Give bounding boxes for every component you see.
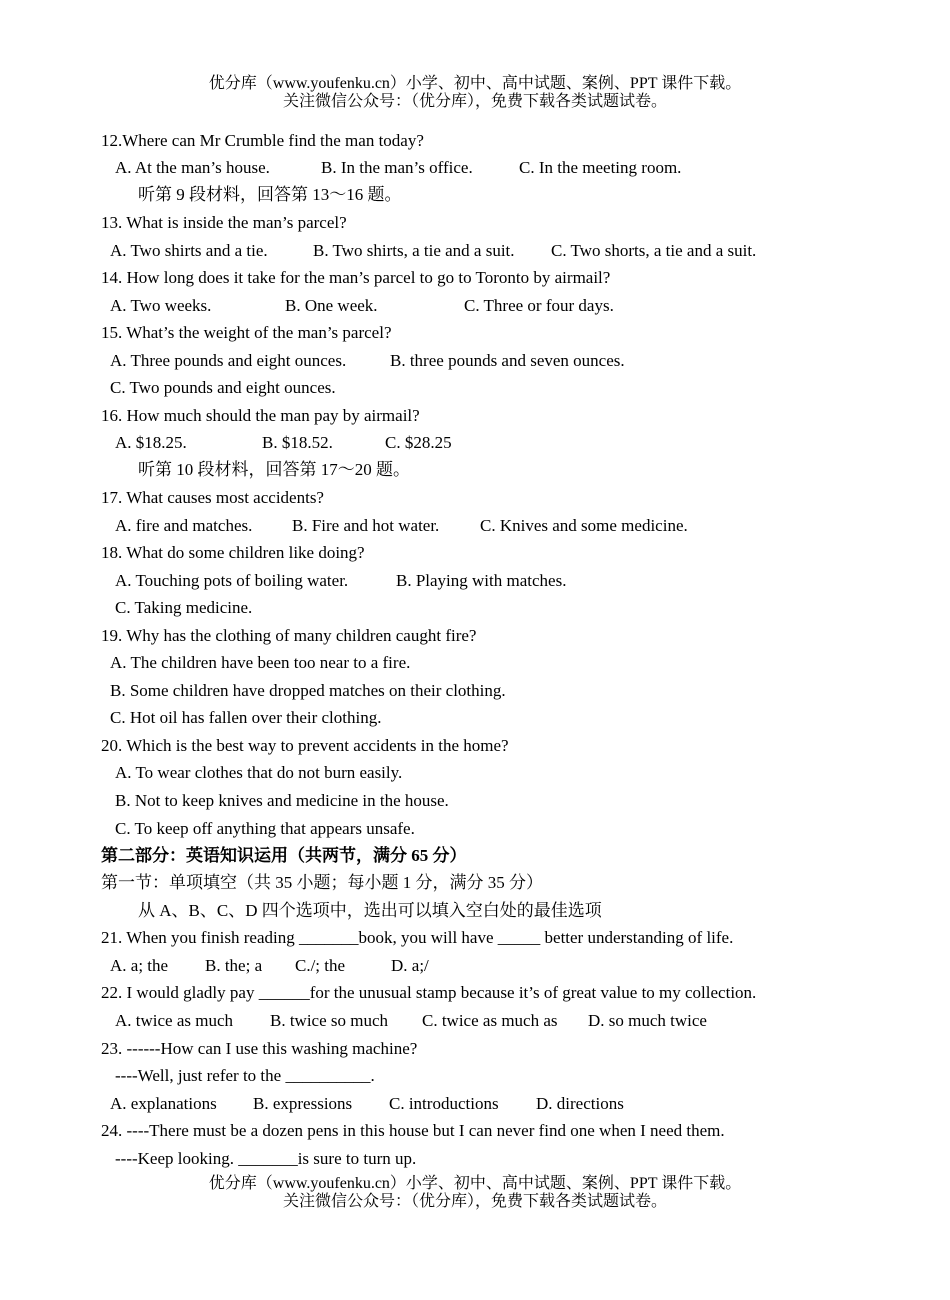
- question-17-options: [115, 516, 688, 536]
- q21-option-c: C./; the: [295, 956, 346, 975]
- q20-option-c: C. To keep off anything that appears unsafe.: [115, 819, 415, 838]
- page-header: [0, 75, 950, 111]
- header-line-1: 优分库（www.youfenku.cn）小学、初中、高中试题、案例、PPT 课件下载。: [208, 75, 742, 92]
- question-24-stem: 24. ----There must be a dozen pens in this house but I can never find one when I need them.: [101, 1121, 725, 1140]
- question-12-options: [115, 158, 681, 178]
- q12-option-c: C. In the meeting room.: [519, 158, 682, 177]
- question-21-stem: 21. When you finish reading _______book, you will have _____ better understanding of life.: [101, 928, 734, 947]
- q17-option-c: C. Knives and some medicine.: [480, 516, 688, 535]
- question-22-options: [115, 1011, 707, 1031]
- q19-option-c: C. Hot oil has fallen over their clothing.: [110, 708, 382, 727]
- question-15-options: [110, 351, 625, 371]
- q21-option-b: B. the; a: [205, 956, 263, 975]
- q18-option-a: A. Touching pots of boiling water.: [115, 571, 349, 590]
- q23-option-b: B. expressions: [253, 1094, 353, 1113]
- q17-option-a: A. fire and matches.: [115, 516, 253, 535]
- header-line-2: 关注微信公众号：（优分库），免费下载各类试题试卷。: [282, 93, 667, 110]
- q21-option-a: A. a; the: [110, 956, 169, 975]
- q15-option-c: C. Two pounds and eight ounces.: [110, 378, 336, 397]
- q18-option-b: B. Playing with matches.: [396, 571, 567, 590]
- q19-option-a: A. The children have been too near to a fire.: [110, 653, 411, 672]
- q15-option-b: B. three pounds and seven ounces.: [390, 351, 625, 370]
- question-16-stem: 16. How much should the man pay by airmail?: [101, 406, 420, 425]
- q23-reply: ----Well, just refer to the __________.: [115, 1066, 375, 1085]
- q13-option-a: A. Two shirts and a tie.: [110, 241, 268, 260]
- q14-option-a: A. Two weeks.: [110, 296, 212, 315]
- section-1-heading: 第一节：单项填空（共 35 小题；每小题 1 分，满分 35 分）: [101, 873, 543, 892]
- question-12-stem: 12.Where can Mr Crumble find the man today?: [101, 131, 424, 150]
- q16-option-b: B. $18.52.: [262, 433, 333, 452]
- q23-option-a: A. explanations: [110, 1094, 217, 1113]
- part-2-heading: 第二部分：英语知识运用（共两节，满分 65 分）: [101, 846, 467, 865]
- q16-option-a: A. $18.25.: [115, 433, 187, 452]
- section-1-instruction: 从 A、B、C、D 四个选项中，选出可以填入空白处的最佳选项: [138, 901, 602, 920]
- question-21-options: [110, 956, 429, 976]
- page-footer: [0, 1175, 950, 1211]
- question-14-options: [110, 296, 614, 316]
- q20-option-a: A. To wear clothes that do not burn easily.: [115, 763, 403, 782]
- question-16-options: [115, 433, 452, 453]
- question-23-options: [110, 1094, 624, 1114]
- question-23-stem: 23. ------How can I use this washing machine?: [101, 1039, 418, 1058]
- q18-option-c: C. Taking medicine.: [115, 598, 253, 617]
- q15-option-a: A. Three pounds and eight ounces.: [110, 351, 347, 370]
- question-13-options: [110, 241, 756, 261]
- footer-line-2: 关注微信公众号：（优分库），免费下载各类试题试卷。: [282, 1193, 667, 1210]
- q14-option-b: B. One week.: [285, 296, 378, 315]
- q14-option-c: C. Three or four days.: [464, 296, 614, 315]
- question-13-stem: 13. What is inside the man’s parcel?: [101, 213, 347, 232]
- question-14-stem: 14. How long does it take for the man’s parcel to go to Toronto by airmail?: [101, 268, 611, 287]
- q19-option-b: B. Some children have dropped matches on their clothing.: [110, 681, 506, 700]
- q13-option-c: C. Two shorts, a tie and a suit.: [551, 241, 757, 260]
- q21-option-d: D. a;/: [391, 956, 429, 975]
- q20-option-b: B. Not to keep knives and medicine in the house.: [115, 791, 449, 810]
- question-19-stem: 19. Why has the clothing of many children caught fire?: [101, 626, 477, 645]
- q12-option-a: A. At the man’s house.: [115, 158, 270, 177]
- q23-option-d: D. directions: [536, 1094, 624, 1113]
- question-20-stem: 20. Which is the best way to prevent accidents in the home?: [101, 736, 509, 755]
- q24-reply: ----Keep looking. _______is sure to turn up.: [115, 1149, 417, 1168]
- question-18-stem: 18. What do some children like doing?: [101, 543, 365, 562]
- footer-line-1: 优分库（www.youfenku.cn）小学、初中、高中试题、案例、PPT 课件下载。: [208, 1175, 742, 1192]
- q12-option-b: B. In the man’s office.: [321, 158, 473, 177]
- q22-option-a: A. twice as much: [115, 1011, 234, 1030]
- q23-option-c: C. introductions: [389, 1094, 499, 1113]
- q22-option-c: C. twice as much as: [422, 1011, 558, 1030]
- section-10-instruction: 听第 10 段材料，回答第 17～20 题。: [138, 460, 410, 479]
- q17-option-b: B. Fire and hot water.: [292, 516, 440, 535]
- q16-option-c: C. $28.25: [385, 433, 452, 452]
- question-18-options: [115, 571, 566, 591]
- section-9-instruction: 听第 9 段材料，回答第 13～16 题。: [138, 185, 402, 204]
- question-15-stem: 15. What’s the weight of the man’s parcel?: [101, 323, 392, 342]
- question-17-stem: 17. What causes most accidents?: [101, 488, 324, 507]
- q22-option-d: D. so much twice: [588, 1011, 707, 1030]
- question-22-stem: 22. I would gladly pay ______for the unusual stamp because it’s of great value to my collection.: [101, 983, 757, 1002]
- q13-option-b: B. Two shirts, a tie and a suit.: [313, 241, 515, 260]
- q22-option-b: B. twice so much: [270, 1011, 389, 1030]
